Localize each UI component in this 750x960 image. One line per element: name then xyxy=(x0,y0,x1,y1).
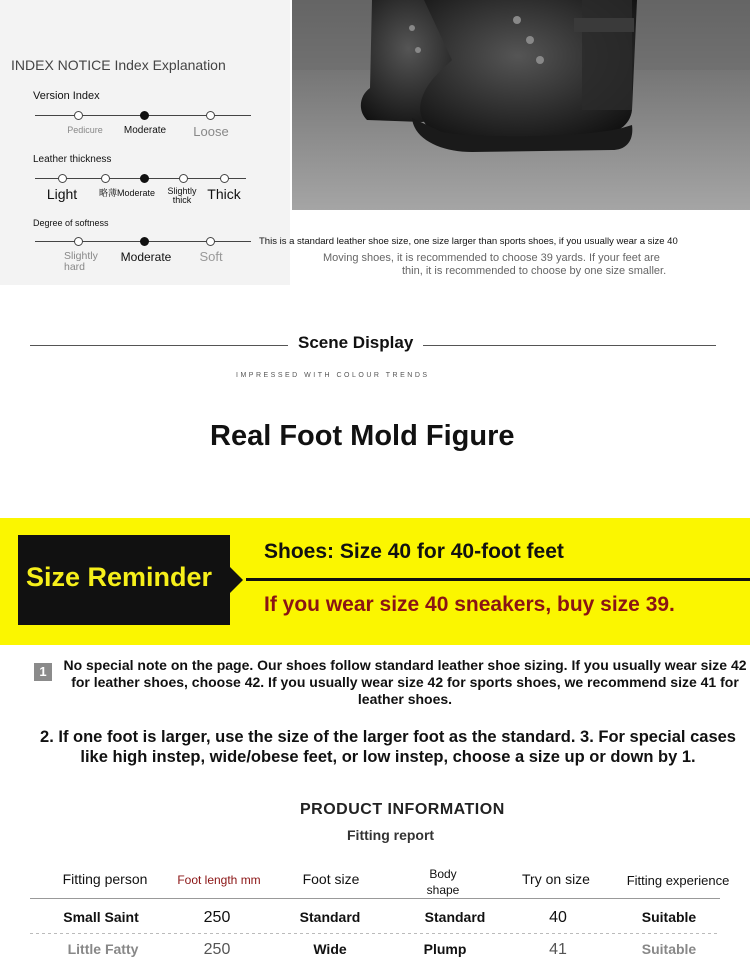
fitting-report-subtitle: Fitting report xyxy=(347,827,435,843)
softness-dot-moderate xyxy=(140,237,149,246)
banner-line2: If you wear size 40 sneakers, buy size 39. xyxy=(264,593,675,616)
thickness-dot-slightly-thin xyxy=(101,174,110,183)
thickness-option-thick: Thick xyxy=(207,186,241,202)
table-header-separator xyxy=(30,898,720,899)
version-option-loose: Loose xyxy=(193,124,229,139)
note-one: No special note on the page. Our shoes follow standard leather shoe sizing. If you usually wear size 42 for leather shoes, choose 42. If you usually wear size 42 for sports shoes, we recommend size 41 for leather shoes. xyxy=(63,657,747,707)
softness-option-slightly-hard: Slightly hard xyxy=(64,250,98,274)
row1-foot-length: 250 xyxy=(203,909,231,926)
thickness-dot-slightly-thick xyxy=(179,174,188,183)
row2-person: Little Fatty xyxy=(67,941,139,957)
product-info-title: PRODUCT INFORMATION xyxy=(300,801,505,818)
row1-experience: Suitable xyxy=(641,909,697,925)
boot-photo xyxy=(292,0,750,210)
softness-dot-slightly-hard xyxy=(74,237,83,246)
row2-try-on-size: 41 xyxy=(549,941,567,958)
version-option-pedicure: Pedicure xyxy=(67,125,103,135)
size-note-line3: thin, it is recommended to choose by one size smaller. xyxy=(402,265,667,277)
scene-title: Scene Display xyxy=(298,333,414,352)
version-dot-pedicure xyxy=(74,111,83,120)
banner-divider-line xyxy=(246,578,750,581)
softness-option-moderate: Moderate xyxy=(120,250,172,264)
version-dot-moderate xyxy=(140,111,149,120)
thickness-label: Leather thickness xyxy=(33,154,112,165)
row1-try-on-size: 40 xyxy=(549,909,567,926)
version-dot-loose xyxy=(206,111,215,120)
version-index-label: Version Index xyxy=(33,90,100,102)
row1-foot-size: Standard xyxy=(299,909,361,925)
row2-experience: Suitable xyxy=(641,941,697,957)
version-option-moderate: Moderate xyxy=(123,125,167,136)
softness-option-soft: Soft xyxy=(199,249,223,264)
note-number-badge: 1 xyxy=(34,663,52,681)
thickness-dot-moderate xyxy=(140,174,149,183)
size-reminder-tag-text: Size Reminder xyxy=(26,562,213,592)
row1-person: Small Saint xyxy=(63,909,139,925)
column-header-foot-length: Foot length mm xyxy=(177,873,261,887)
softness-dot-soft xyxy=(206,237,215,246)
size-reminder-arrow xyxy=(229,566,243,594)
size-note-line1: This is a standard leather shoe size, one size larger than sports shoes, if you usually wear a size 40 xyxy=(259,236,678,247)
column-header-body-shape: Body shape xyxy=(426,867,460,898)
row2-body-shape: Plump xyxy=(423,941,467,957)
thickness-option-light: Light xyxy=(46,186,78,202)
size-note-line2: Moving shoes, it is recommended to choose 39 yards. If your feet are xyxy=(323,252,660,264)
scene-subtitle: IMPRESSED WITH COLOUR TRENDS xyxy=(236,372,430,379)
row2-foot-size: Wide xyxy=(313,941,347,957)
table-row-separator xyxy=(30,933,720,934)
column-header-foot-size: Foot size xyxy=(302,871,360,887)
note-two: 2. If one foot is larger, use the size of the larger foot as the standard. 3. For special cases like high instep, wide/obese feet, or low instep, choose a size up or down by 1. xyxy=(40,728,736,766)
row1-body-shape: Standard xyxy=(424,909,486,925)
index-panel xyxy=(0,0,290,285)
scene-rule-left xyxy=(30,345,288,346)
mold-figure-title: Real Foot Mold Figure xyxy=(210,420,515,452)
thickness-dot-thick xyxy=(220,174,229,183)
boot-illustration xyxy=(292,0,750,210)
thickness-dot-light xyxy=(58,174,67,183)
softness-label: Degree of softness xyxy=(33,218,109,228)
column-header-experience: Fitting experience xyxy=(626,873,730,888)
thickness-option-moderate: 略薄Moderate xyxy=(98,188,156,198)
row2-foot-length: 250 xyxy=(203,941,231,958)
column-header-try-on-size: Try on size xyxy=(522,871,590,887)
index-title: INDEX NOTICE Index Explanation xyxy=(11,57,226,73)
scene-rule-right xyxy=(423,345,716,346)
column-header-person: Fitting person xyxy=(62,871,148,887)
thickness-option-slightly-thick: Slightly thick xyxy=(167,186,197,206)
banner-line1: Shoes: Size 40 for 40-foot feet xyxy=(264,540,564,563)
